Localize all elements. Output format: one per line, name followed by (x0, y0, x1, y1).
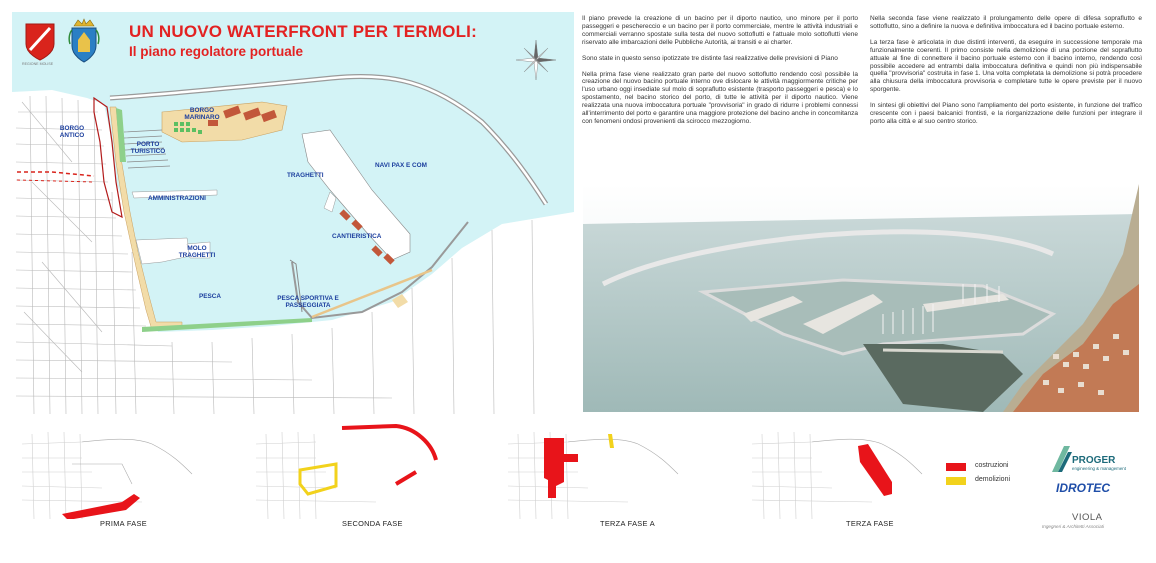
legend-label-demolizioni: demolizioni (975, 476, 1011, 483)
paragraph-phases: Sono state in questo senso ipotizzate tre distinte fasi realizzative delle previsioni di Piano (582, 54, 838, 62)
label-pesca-sportiva: PESCA SPORTIVA E PASSEGGIATA (277, 295, 339, 309)
phase-diagram-2 (256, 424, 446, 519)
viola-logo: VIOLA (1072, 512, 1103, 523)
label-borgo-marinaro: BORGO MARINARO (184, 107, 220, 121)
paragraph-intro: Il piano prevede la creazione di un bacino per il diporto nautico, uno minore per il porto passeggeri e peschereccio e un bacino per il porto commerciale, mentre le attività industriali e commerciali verranno spostate sulla testa del nuovo sottoflutti e l'attuale molo sottoflutti viene riservato alle imbarcazioni delle Pubbliche Autorità, ai transiti e ai charter. (582, 15, 858, 46)
port-plan-map (12, 12, 574, 414)
label-traghetti: TRAGHETTI (287, 172, 324, 179)
phase-diagram-1 (22, 424, 212, 519)
paragraph-summary: In sintesi gli obiettivi del Piano sono l'ampliamento del porto esistente, in funzione del traffico crescente con i paesi balcanici frontisti, e la riorganizzazione delle funzioni per integrare il porto alla città e al suo centro storico. (870, 102, 1142, 125)
text-column-right (870, 15, 1142, 134)
phase-diagram-3 (508, 424, 698, 519)
legend-swatch-costruzioni (946, 463, 966, 471)
label-cantieristica: CANTIERISTICA (332, 233, 382, 240)
idrotec-logo: IDROTEC (1056, 481, 1110, 495)
paragraph-first-phase: Nella prima fase viene realizzato gran parte del nuovo sottoflutto rendendo così possibile la creazione del nuovo bacino portuale interno ove dislocare le attività maggiormente critiche per l'uso urbano oggi insediate sul molo di sopraflutto esistente (trasporto passeggeri e pesca) e lo spostamento, nel bacino storico del porto, di tutte le attività per il diporto nautico. Viene realizzata una nuova imboccatura portuale "provvisoria" in grado di ridurre i problemi connessi all'interrimento del porto e garantire una maggiore protezione del bacino anche in concomitanza con fenomeni ondosi provenienti da scirocco mezzogiorno. (582, 70, 858, 125)
label-navi-pax: NAVI PAX E COM (375, 162, 427, 169)
phase-label-2: SECONDA FASE (342, 519, 403, 528)
legend-swatch-demolizioni (946, 477, 966, 485)
phase-label-1: PRIMA FASE (100, 519, 147, 528)
port-plan-drawing (12, 12, 574, 414)
paragraph-third-phase: La terza fase è articolata in due distinti interventi, da eseguire in successione temporale ma funzionalmente coerenti. Il primo consiste nella demolizione di una porzione del sopraflutto attuale al fine di connettere il bacino portuale esterno con il bacino interno, rendendo così possibile accedere ad entrambi dalla imboccatura definitiva e quindi non più indispensabile quella "provvisoria" costruita in fase 1. Una volta completata la demolizione si potrà procedere alla chiusura della imboccatura provvisoria e completare tutte le opere previste per il nuovo sporgente. (870, 38, 1142, 94)
label-borgo-antico: BORGO ANTICO (59, 125, 85, 139)
label-amministrazioni: AMMINISTRAZIONI (148, 195, 206, 202)
city-emblem-icon (68, 18, 100, 64)
phase-diagram-4 (752, 424, 942, 519)
aerial-render-image (583, 184, 1139, 412)
legend-label-costruzioni: costruzioni (975, 462, 1009, 469)
page-subtitle: Il piano regolatore portuale (129, 44, 304, 59)
label-molo-traghetti: MOLO TRAGHETTI (178, 245, 216, 259)
phase-label-4: TERZA FASE (846, 519, 894, 528)
page-title: UN NUOVO WATERFRONT PER TERMOLI: (129, 22, 477, 41)
viola-logo-subtitle: Ingegneri & Architetti Associati (1042, 524, 1104, 529)
text-column-left (582, 15, 858, 134)
label-pesca: PESCA (199, 293, 222, 300)
proger-logo: PROGER engineering & management (1050, 444, 1130, 476)
label-porto-turistico: PORTO TURISTICO (130, 141, 166, 155)
phase-label-3: TERZA FASE A (600, 519, 655, 528)
proger-mark-icon (1050, 444, 1072, 474)
paragraph-second-phase: Nella seconda fase viene realizzato il prolungamento delle opere di difesa sopraflutto e sottoflutto, sino a definire la nuova e definitiva imboccatura ed il bacino portuale esterno. (870, 15, 1142, 30)
region-emblem-icon (24, 22, 56, 62)
region-caption: REGIONE MOLISE (22, 62, 54, 66)
